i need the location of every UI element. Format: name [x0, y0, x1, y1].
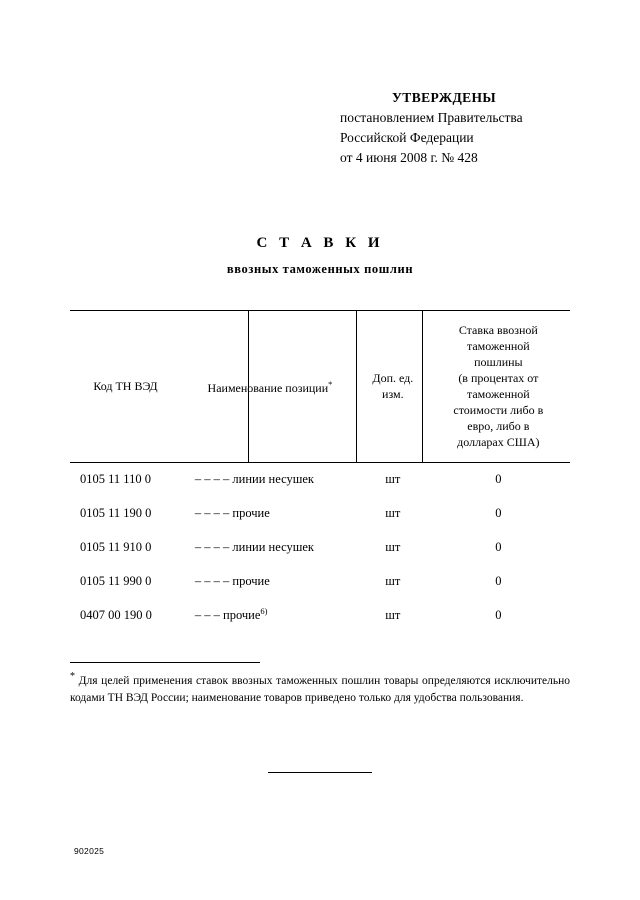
cell-rate: 0 [495, 505, 502, 520]
header-rate-line-4: (в процентах от [458, 371, 539, 385]
cell-unit: шт [385, 573, 401, 588]
cell-name-text: – – – – прочие [194, 506, 270, 521]
header-code: Код ТН ВЭД [93, 379, 158, 393]
cell-rate: 0 [495, 471, 502, 486]
customs-rates-table [70, 310, 570, 632]
document-title: С Т А В К И [256, 235, 384, 251]
header-rate-line-2: таможенной [466, 339, 530, 353]
footnote [70, 668, 570, 707]
cell-name-text: – – – – прочие [194, 574, 270, 589]
cell-code: 0105 11 910 0 [80, 539, 152, 554]
cell-code: 0407 00 190 0 [80, 607, 152, 622]
table-header-row [70, 310, 570, 462]
approval-line-1: УТВЕРЖДЕНЫ [392, 90, 497, 105]
approval-line-2: постановлением Правительства [340, 110, 523, 125]
cell-unit: шт [385, 505, 401, 520]
cell-name-text: – – – – линии несушек [194, 472, 314, 487]
header-name [181, 310, 359, 462]
footnote-text: Для целей применения ставок ввозных таможенных пошлин товары определяются исключительно кодами ТН ВЭД России; наименование товаров приведено только для удобства пользования. [70, 674, 570, 704]
header-name-footnote-marker: * [328, 379, 333, 389]
header-rate-line-1: Ставка ввозной [458, 323, 538, 337]
cell-unit: шт [385, 471, 401, 486]
table-row [70, 462, 570, 496]
header-rate-line-5: таможенной [466, 387, 530, 401]
cell-unit: шт [385, 607, 401, 622]
cell-code: 0105 11 990 0 [80, 573, 152, 588]
cell-rate: 0 [495, 607, 502, 622]
cell-name-text: – – – прочие [194, 608, 261, 623]
header-unit-line-1: Доп. ед. [372, 371, 414, 385]
table-head [70, 310, 570, 462]
cell-name-text: – – – – линии несушек [194, 540, 314, 555]
header-unit [359, 310, 427, 462]
footnote-marker: * [70, 671, 75, 682]
header-rate-line-8: долларах США) [457, 435, 540, 449]
cell-name [181, 496, 359, 530]
cell-name [181, 598, 359, 632]
table-row [70, 598, 570, 632]
approval-line-3: Российской Федерации [340, 130, 474, 145]
table-row [70, 496, 570, 530]
cell-name-note: 6) [260, 606, 268, 617]
approval-line-4: от 4 июня 2008 г. № 428 [340, 150, 478, 165]
cell-code: 0105 11 110 0 [80, 471, 151, 486]
cell-name [181, 462, 359, 496]
table-body [70, 462, 570, 632]
table-row [70, 530, 570, 564]
cell-rate: 0 [495, 539, 502, 554]
table-row [70, 564, 570, 598]
header-name-text: Наименование позиции [207, 381, 329, 395]
header-rate-line-7: евро, либо в [467, 419, 530, 433]
header-rate-line-3: пошлины [474, 355, 523, 369]
header-rate-line-6: стоимости либо в [453, 403, 544, 417]
footnote-separator [70, 662, 260, 663]
cell-name [181, 530, 359, 564]
header-rate [427, 310, 570, 462]
approval-block [340, 88, 600, 168]
document-subtitle: ввозных таможенных пошлин [226, 262, 414, 276]
cell-unit: шт [385, 539, 401, 554]
cell-name [181, 564, 359, 598]
header-unit-line-2: изм. [382, 387, 404, 401]
bottom-separator [268, 772, 372, 773]
cell-rate: 0 [495, 573, 502, 588]
document-number: 902025 [74, 846, 105, 856]
cell-code: 0105 11 190 0 [80, 505, 152, 520]
